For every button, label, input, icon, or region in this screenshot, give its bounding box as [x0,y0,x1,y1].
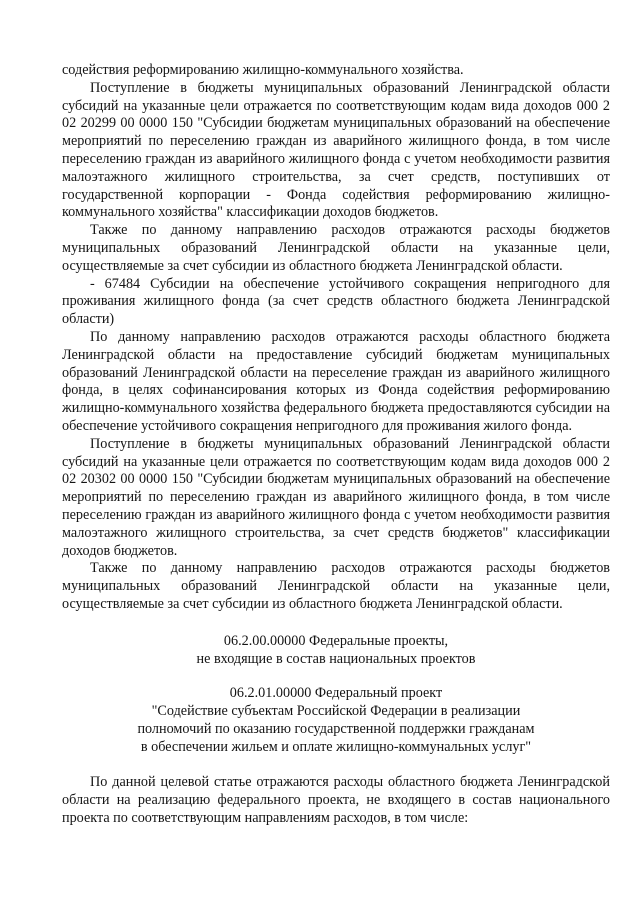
paragraph-municipal-expenses-2: Также по данному направлению расходов отражаются расходы бюджетов муниципальных образований Ленинградской области на указанные цели, осуществляемые за счет субсидии из областного бюджета Ленинградской области. [62,560,610,612]
paragraph-regional-expenses: По данному направлению расходов отражаются расходы областного бюджета Ленинградской области на предоставление субсидий бюджетам муниципальных образований Ленинградской области на переселение граждан из аварийного жилищного фонда, в целях софинансирования которых из Фонда содействия реформированию жилищно-коммунального хозяйства федерального бюджета предоставляются субсидии на обеспечение устойчивого сокращения непригодного для проживания жилого фонда. [62,328,610,434]
subsection-heading [62,685,610,756]
paragraph-income-receipt-1: Поступление в бюджеты муниципальных образований Ленинградской области субсидий на указанные цели отражается по соответствующим кодам вида доходов 000 2 02 20299 00 0000 150 "Субсидии бюджетам муниципальных образований на обеспечение мероприятий по переселению граждан из аварийного жилищного фонда, в том числе переселению граждан из аварийного жилищного фонда с учетом необходимости развития малоэтажного жилищного строительства, за счет средств, поступивших от государственной корпорации - Фонда содействия реформированию жилищно-коммунального хозяйства" классификации доходов бюджетов. [62,79,610,221]
subsection-heading-line-2: "Содействие субъектам Российской Федерации в реализации [151,703,521,720]
paragraph-code-67484: - 67484 Субсидии на обеспечение устойчивого сокращения непригодного для проживания жилищного фонда (за счет средств областного бюджета Ленинградской области) [62,275,610,328]
section-heading-line-2: не входящие в состав национальных проектов [196,650,476,667]
subsection-heading-line-1: 06.2.01.00000 Федеральный проект [229,685,443,702]
paragraph-target-article: По данной целевой статье отражаются расходы областного бюджета Ленинградской области на реализацию федерального проекта, не входящего в состав национального проекта по соответствующим направлениям расходов, в том числе: [62,774,610,827]
paragraph-income-receipt-2: Поступление в бюджеты муниципальных образований Ленинградской области субсидий на указанные цели отражается по соответствующим кодам вида доходов 000 2 02 20302 00 0000 150 "Субсидии бюджетам муниципальных образований на обеспечение мероприятий по переселению граждан из аварийного жилищного фонда, в том числе переселению граждан из аварийного жилищного фонда с учетом необходимости развития малоэтажного жилищного строительства, за счет средств бюджетов" классификации доходов бюджетов. [62,435,610,559]
section-heading-line-1: 06.2.00.00000 Федеральные проекты, [223,632,449,649]
paragraph-continuation: содействия реформированию жилищно-коммунального хозяйства. [62,62,464,78]
section-heading [62,633,610,669]
subsection-heading-line-4: в обеспечении жильем и оплате жилищно-коммунальных услуг" [140,738,532,755]
paragraph-municipal-expenses-1: Также по данному направлению расходов отражаются расходы бюджетов муниципальных образований Ленинградской области на указанные цели, осуществляемые за счет субсидии из областного бюджета Ленинградской области. [62,222,610,274]
subsection-heading-line-3: полномочий по оказанию государственной поддержки гражданам [137,720,535,737]
